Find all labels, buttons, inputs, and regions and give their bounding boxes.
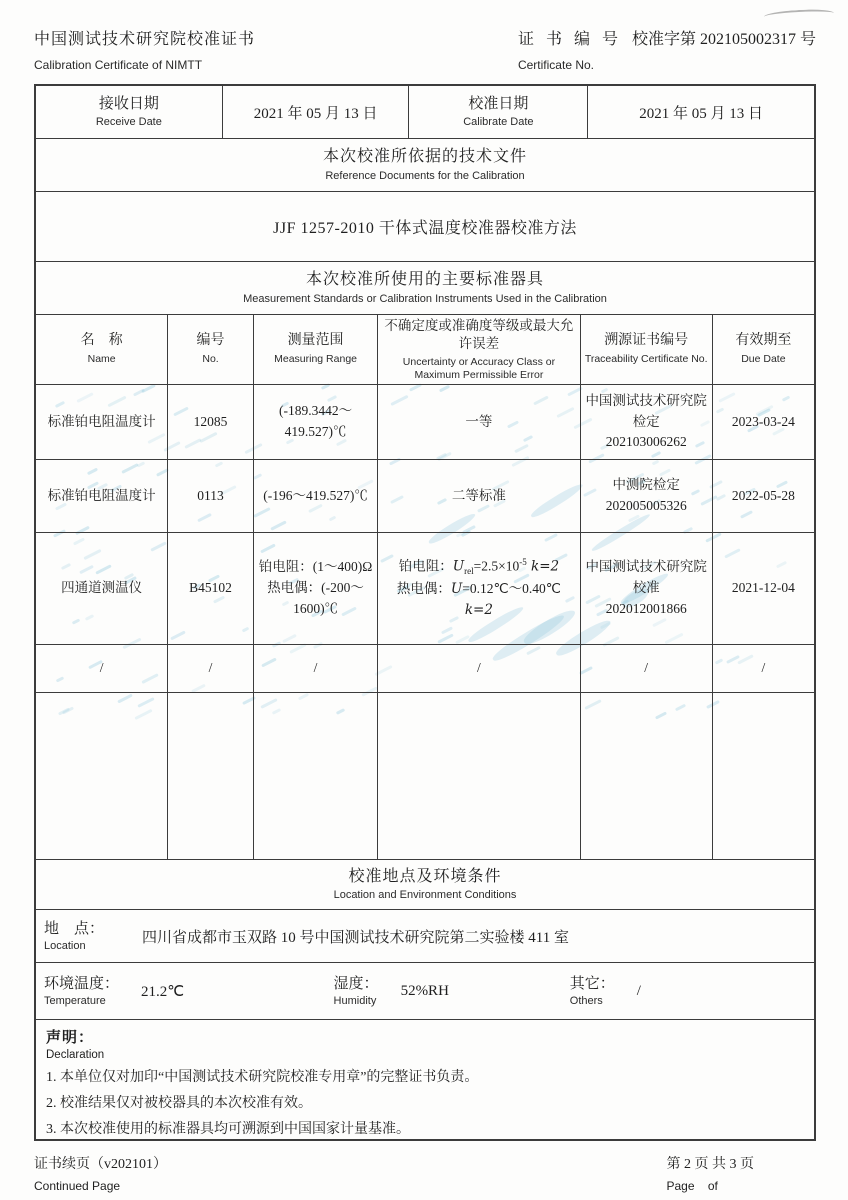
receive-date-value: 2021 年 05 月 13 日 [223,86,410,138]
due-date: 2022-05-28 [731,487,795,503]
others-label: 其它： Others [569,975,615,1007]
calibrate-date-value: 2021 年 05 月 13 日 [639,105,764,122]
page-number-en: Page of [666,1179,718,1193]
standards-row-1 [36,384,814,459]
calibrate-date-label [409,86,588,138]
humidity-value: 52%RH [400,982,449,999]
standards-section-title [36,261,814,314]
certificate-number-label-en: Certificate No. [517,58,594,72]
footer-right [667,1153,755,1193]
measuring-range: 铂电阻：(1～400)Ω 热电偶：(-200～1600)℃ [254,533,378,644]
instrument-no: 0113 [168,460,254,532]
traceability: / [581,645,713,692]
continued-page-zh: 证书续页（v202101） [34,1157,167,1172]
uncertainty: 二等标准 [378,460,580,532]
reference-title-zh: 本次校准所依据的技术文件 [322,148,527,166]
due-date: 2023-03-24 [731,413,795,429]
reference-document-value [36,191,814,261]
instrument-name: 四通道测温仪 [36,533,168,644]
dates-row [36,86,814,138]
declaration-title-en: Declaration [46,1049,105,1061]
declaration-item-1: 1. 本单位仅对加印“中国测试技术研究院校准专用章”的完整证书负责。 [46,1070,479,1085]
document-header [34,26,816,84]
certificate-number-label-zh: 证 书 编 号 [517,31,622,48]
instrument-name: / [36,645,168,692]
reference-section-title [36,138,814,191]
receive-date-label-en: Receive Date [95,116,162,129]
environment-title-en: Location and Environment Conditions [333,889,517,902]
declaration-title-zh: 声明： [46,1030,95,1046]
instrument-no: 12085 [168,385,254,459]
measuring-range: / [254,645,378,692]
document-footer [34,1153,816,1193]
receive-date-label-zh: 接收日期 [98,96,159,112]
certificate-number-block [518,26,816,72]
location-value: 四川省成都市玉双路 10 号中国测试技术研究院第二实验楼 411 室 [142,929,569,946]
standards-row-3 [36,532,814,644]
reference-title-en: Reference Documents for the Calibration [325,169,525,182]
document-title-zh: 中国测试技术研究院校准证书 [34,31,256,48]
certificate-number-line [518,26,816,49]
instrument-name: 标准铂电阻温度计 [36,460,168,532]
col-header-traceability: 溯源证书编号 Traceability Certificate No. [581,315,713,384]
environment-title-zh: 校准地点及环境条件 [348,867,502,885]
footer-left [34,1153,167,1193]
col-header-name: 名 称 Name [36,315,168,384]
due-date: / [761,660,766,676]
certificate-number-value: 校准字第 202105002317 号 [631,31,816,48]
calibrate-date-label-zh: 校准日期 [468,96,529,112]
declaration-item-2: 2. 校准结果仅对被校器具的本次校准有效。 [46,1095,312,1111]
standards-table-header [36,314,814,384]
col-header-range: 测量范围 Measuring Range [254,315,378,384]
traceability: 中国测试技术研究院校准 202012001866 [581,533,713,644]
instrument-name: 标准铂电阻温度计 [36,385,168,459]
uncertainty: 一等 [378,385,580,459]
others-group [570,974,806,1009]
continued-page-en: Continued Page [34,1179,121,1193]
document-title-en: Calibration Certificate of NIMTT [34,58,203,72]
declaration-section [36,1019,814,1139]
instrument-no: / [168,645,254,692]
traceability: 中测院检定 202005005326 [581,460,713,532]
standards-title-en: Measurement Standards or Calibration Instruments Used in the Calibration [243,292,607,305]
uncertainty: 铂电阻：$U_{rel}=2.5\times 10^{-5}$ k=2 热电偶：U=0.12℃～0.40℃ k=2 [378,533,580,644]
others-value: / [636,982,641,999]
certificate-body-table [34,84,816,1141]
declaration-item-3: 3. 本次校准使用的标准器具均可溯源到中国国家计量基准。 [46,1121,410,1137]
col-header-uncertainty: 不确定度或准确度等级或最大允许误差 Uncertainty or Accuracy Class or Maximum Permissible Error [378,315,580,384]
scan-artifact [764,8,834,22]
col-header-due-date: 有效期至 Due Date [735,333,792,366]
humidity-group [334,974,570,1009]
measuring-range: (-196～419.527)℃ [254,460,378,532]
instrument-no: B45102 [168,533,254,644]
reference-document-text: JJF 1257-2010 干体式温度校准器校准方法 [273,220,577,237]
col-header-no: 编号 No. [168,315,254,384]
temperature-value: 21.2℃ [141,983,185,1000]
location-label: 地 点： Location [44,920,105,952]
standards-row-empty [36,692,814,859]
standards-title-zh: 本次校准所使用的主要标准器具 [305,271,544,289]
measuring-range: (-189.3442～419.527)℃ [254,385,378,459]
document-title-block [34,26,255,72]
temperature-label: 环境温度： Temperature [44,975,120,1007]
traceability: 中国测试技术研究院检定 202103006262 [581,385,713,459]
humidity-label: 湿度： Humidity [333,975,379,1007]
environment-row [36,962,814,1019]
receive-date-label [36,86,223,138]
due-date: 2021-12-04 [731,580,795,596]
page-number-zh: 第 2 页 共 3 页 [666,1157,754,1172]
location-row [36,909,814,962]
calibrate-date-label-en: Calibrate Date [463,116,534,129]
standards-row-2 [36,459,814,532]
temperature-group [44,974,334,1009]
uncertainty: / [378,645,580,692]
environment-section-title [36,859,814,909]
standards-row-4 [36,644,814,692]
